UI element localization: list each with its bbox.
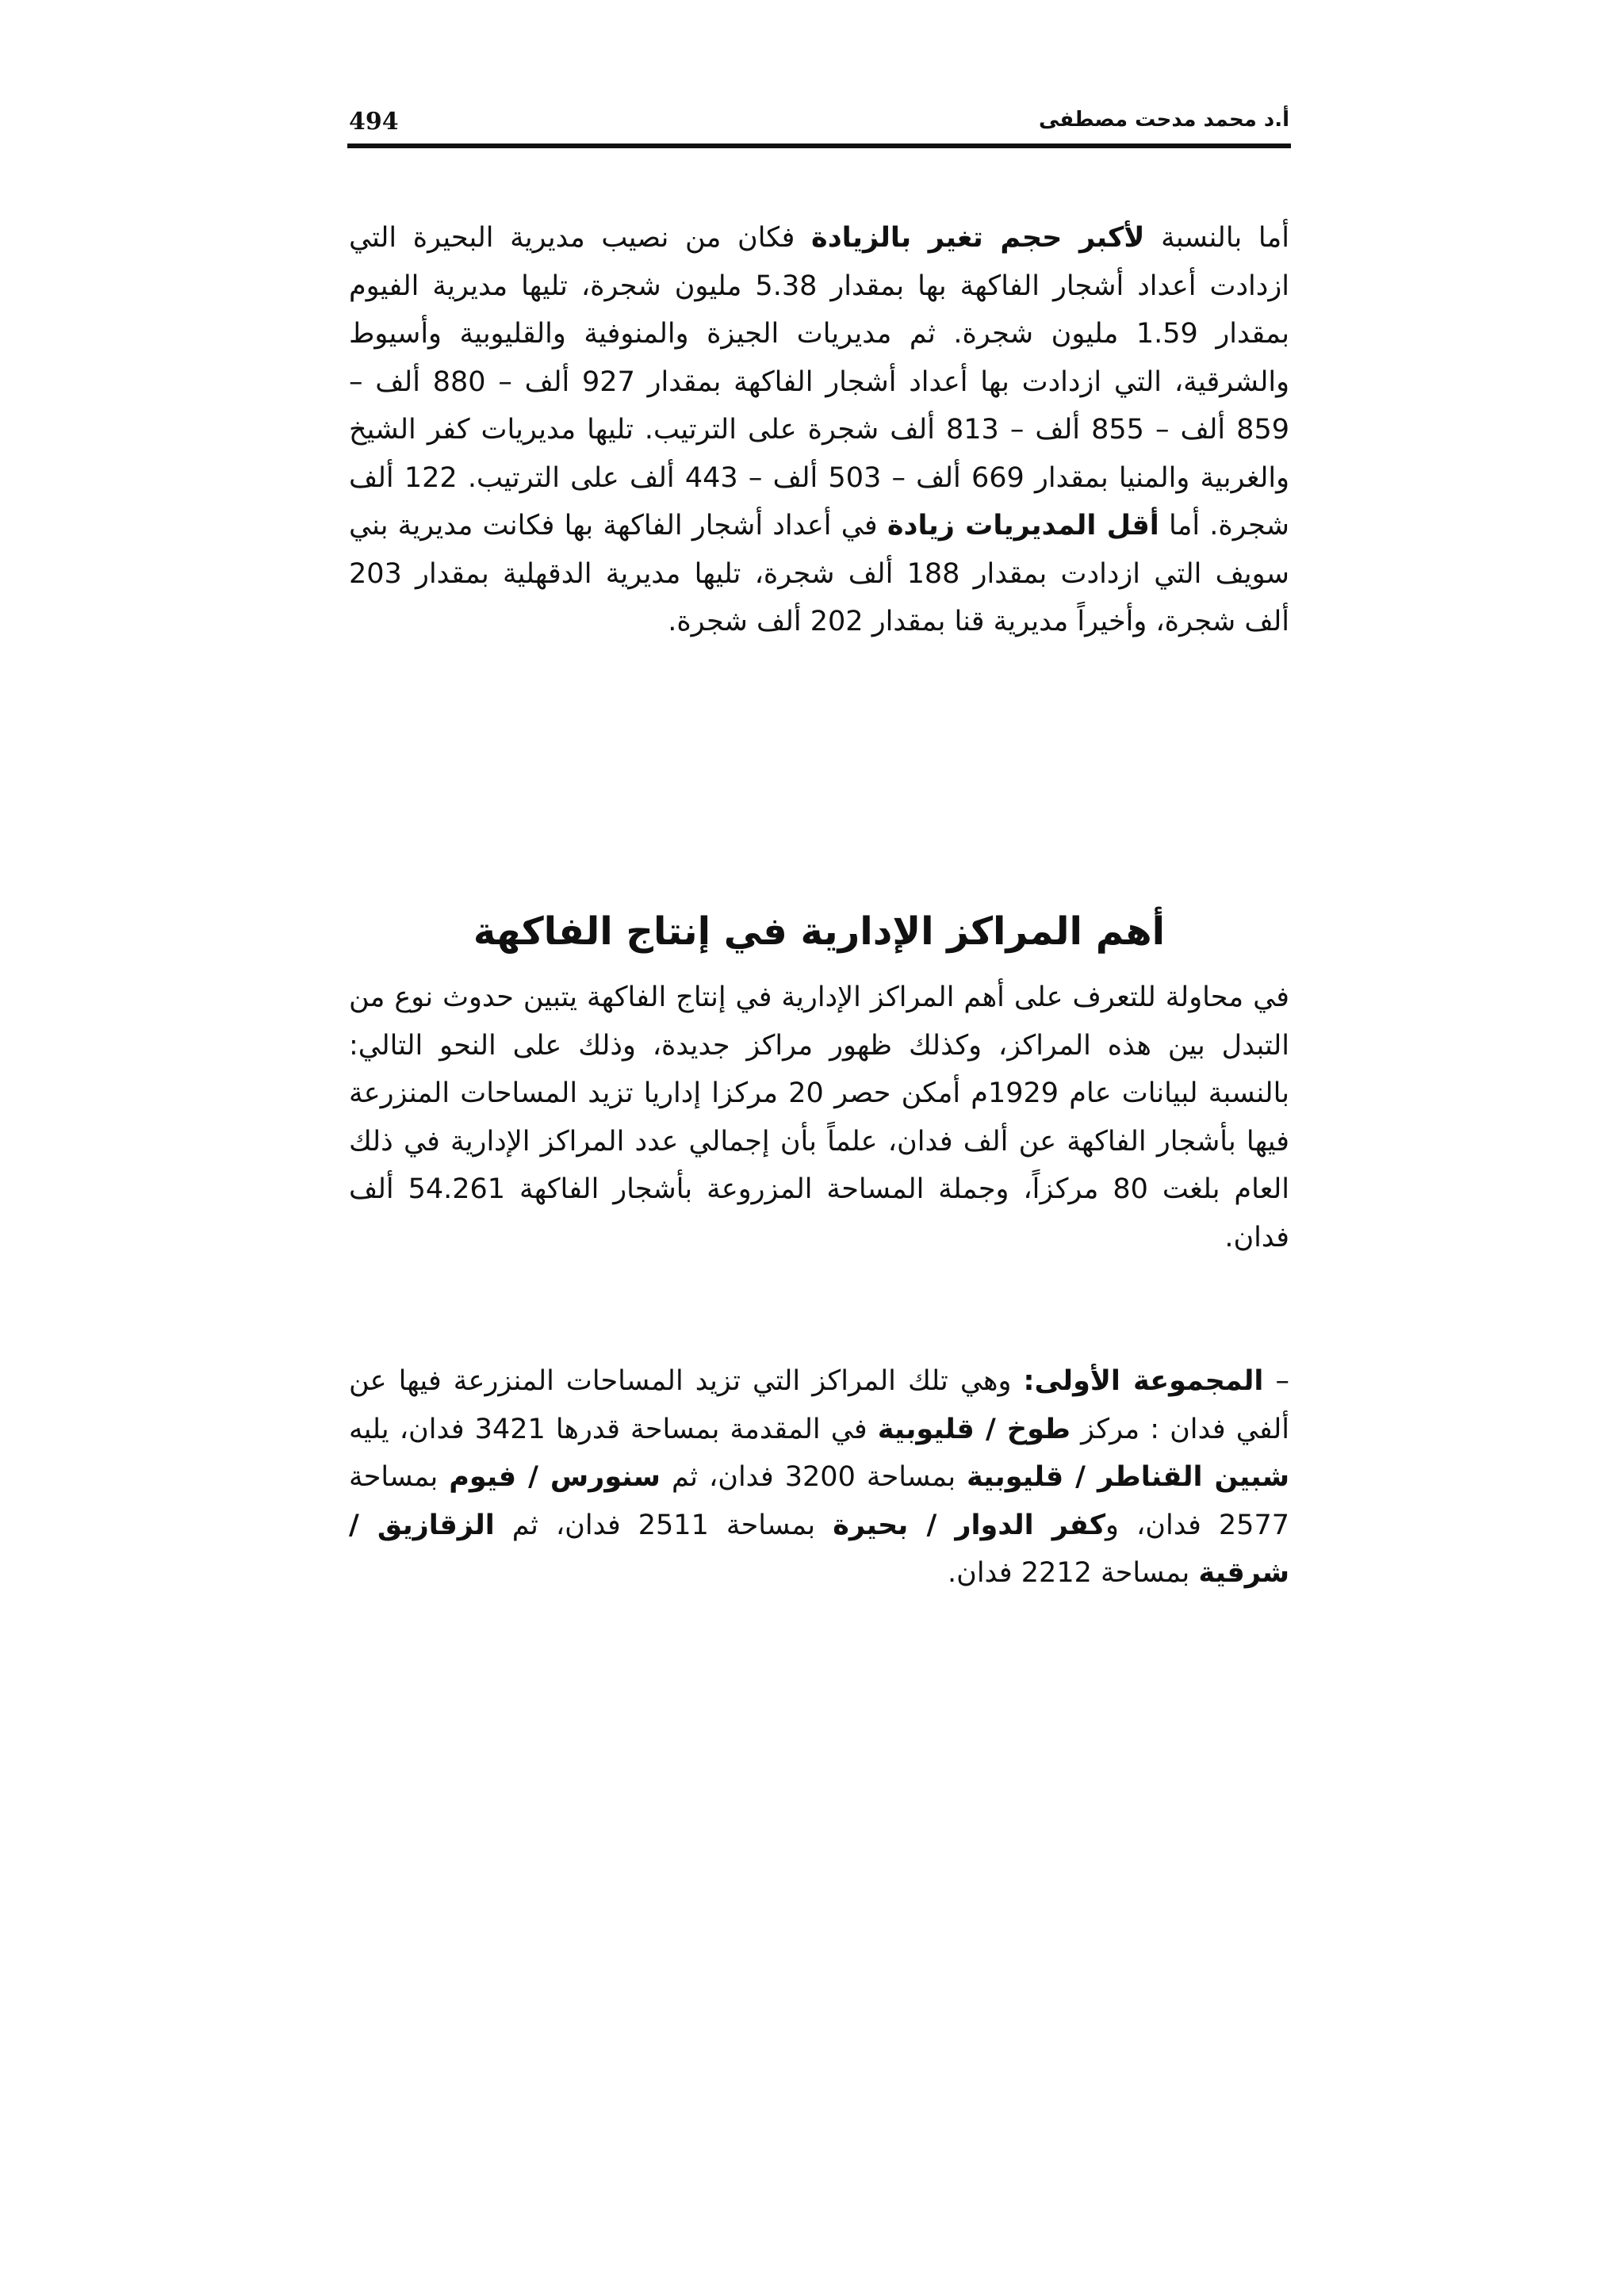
text-run: بمساحة 2212 فدان. [948,1557,1199,1589]
paragraph-1 [349,214,1289,646]
bold-phrase-center: سنورس / فيوم [449,1461,661,1493]
section-heading: أهم المراكز الإدارية في إنتاج الفاكهة [473,909,1166,954]
paragraph-2 [349,974,1289,1261]
running-header [349,101,1289,149]
text-run: وهي تلك المراكز التي تزيد المساحات المنزرعة فيها عن ألفي فدان : مركز [349,1365,1289,1445]
text-run: فكان من نصيب مديرية البحيرة التي ازدادت أعداد أشجار الفاكهة بها بمقدار 5.38 مليون شجرة، تليها مديرية الفيوم بمقدار 1.59 مليون شجرة. ثم مديريات الجيزة والمنوفية والقليوبية وأسيوط والشرقية، التي ازدادت بها أعداد أشجار الفاكهة بمقدار 927 ألف – 880 ألف – 859 ألف – 855 ألف – 813 ألف شجرة على الترتيب. تليها مديريات كفر الشيخ والغربية والمنيا بمقدار 669 ألف – 503 ألف – 443 ألف على الترتيب. 122 ألف شجرة. أما [349,222,1290,541]
bold-phrase-least-increase: أقل المديريات زيادة [887,510,1159,541]
paragraph-1-text [349,214,1289,646]
bold-phrase-center: شبين القناطر / قليوبية [967,1461,1289,1493]
text-run: أما بالنسبة [1144,222,1289,254]
text-run: بمساحة 2511 فدان، ثم [494,1509,833,1541]
text-run: في المقدمة بمساحة قدرها 3421 فدان، يليه [349,1413,878,1445]
text-run: في أعداد أشجار الفاكهة بها فكانت مديرية بني سويف التي ازدادت بمقدار 188 ألف شجرة، تليها مديرية الدقهلية بمقدار 203 ألف شجرة، وأخيراً مديرية قنا بمقدار 202 ألف شجرة. [349,510,1289,637]
text-run: بمساحة 3200 فدان، ثم [660,1461,967,1493]
paragraph-3 [349,1357,1289,1598]
header-rule [347,144,1291,148]
text-run: بمساحة 2577 فدان، و [349,1461,1289,1541]
bold-phrase-center: الزقازيق / شرقية [349,1509,1289,1589]
bold-phrase-center: كفر الدوار / بحيرة [833,1509,1106,1541]
text-run: – [1263,1365,1289,1397]
bold-phrase-group-one: المجموعة الأولى: [1023,1365,1264,1397]
paragraph-2-text: في محاولة للتعرف على أهم المراكز الإدارية في إنتاج الفاكهة يتبين حدوث نوع من التبدل بين هذه المراكز، وكذلك ظهور مراكز جديدة، وذلك على النحو التالي: بالنسبة لبيانات عام 1929م أمكن حصر 20 مركزا إداريا تزيد المساحات المنزرعة فيها بأشجار الفاكهة عن ألف فدان، علماً بأن إجمالي عدد المراكز الإدارية في ذلك العام بلغت 80 مركزاً، وجملة المساحة المزروعة بأشجار الفاكهة 54.261 ألف فدان. [349,982,1290,1253]
bold-phrase-largest-increase: لأكبر حجم تغير بالزيادة [811,222,1145,254]
page-number: 494 [349,108,399,136]
paragraph-3-text [349,1357,1289,1598]
bold-phrase-center: طوخ / قليوبية [877,1413,1071,1445]
author-name: أ.د محمد مدحت مصطفى [1038,108,1289,132]
